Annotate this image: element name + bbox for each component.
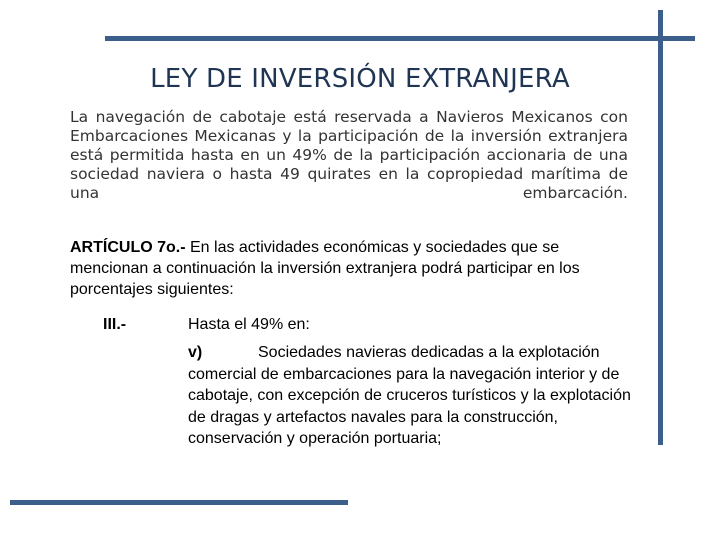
page-title: LEY DE INVERSIÓN EXTRANJERA bbox=[150, 64, 570, 94]
article-label: ARTÍCULO 7o.- bbox=[70, 239, 186, 256]
item-label: v) bbox=[188, 344, 203, 361]
article-text: En las actividades económicas y sociedades que se mencionan a continuación la inversión extranjera podrá participar en los porcentajes siguientes: bbox=[70, 239, 580, 298]
item-text: Sociedades navieras dedicadas a la explotación comercial de embarcaciones para la navegación interior y de cabotaje, con excepción de cruceros turísticos y la explotación de dragas y artefactos navales para la construcción, conservación y operación portuaria; bbox=[188, 344, 631, 447]
intro-text: La navegación de cabotaje está reservada a Navieros Mexicanos con Embarcaciones Mexicanas y la participación de la inversión extranjera está permitida hasta en un 49% de la participación accionaria de una sociedad naviera o hasta 49 quirates en la copropiedad marítima de una embarcación. bbox=[70, 108, 628, 202]
intro-paragraph bbox=[70, 108, 628, 222]
top-accent-bar bbox=[105, 36, 695, 41]
list-item bbox=[188, 342, 648, 450]
right-accent-bar bbox=[658, 10, 663, 445]
bottom-accent-bar bbox=[10, 500, 348, 505]
article-paragraph bbox=[70, 237, 635, 300]
fraction-number: III.- bbox=[103, 316, 127, 333]
fraction-text: Hasta el 49% en: bbox=[188, 316, 310, 333]
